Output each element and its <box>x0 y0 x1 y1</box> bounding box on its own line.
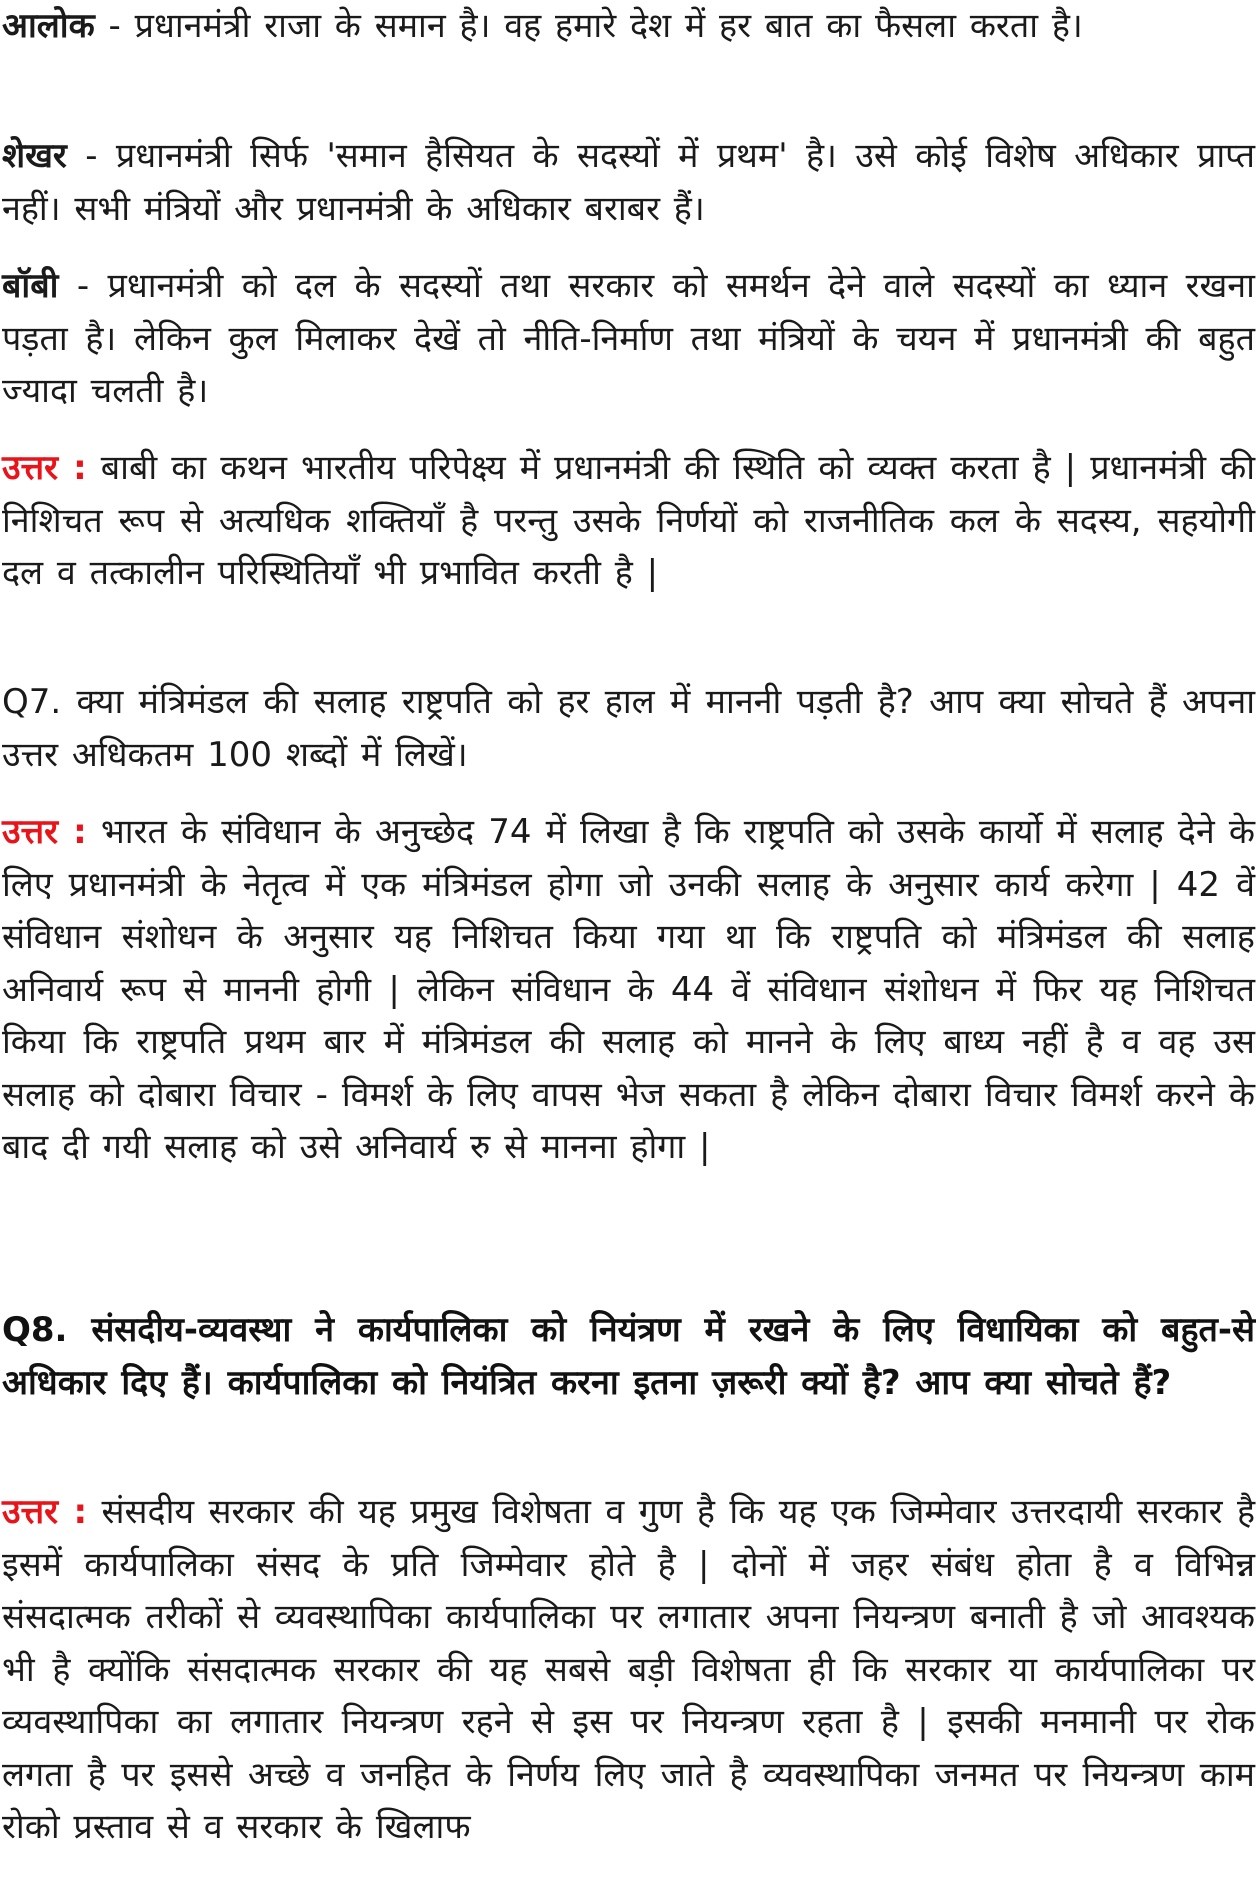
answer-label: उत्तर : <box>2 812 87 852</box>
statement-alok: - प्रधानमंत्री राजा के समान है। वह हमारे देश में हर बात का फैसला करता है। <box>94 6 1083 46</box>
answer-q8-text: संसदीय सरकार की यह प्रमुख विशेषता व गुण है कि यह एक जिम्मेवार उत्तरदायी सरकार है इसमें कार्यपालिका संसद के प्रति जिम्मेवार होते है | दोनों में जहर संबंध होता है व विभिन्न संसदात्मक तरीकों से व्यवस्थापिका कार्यपालिका पर लगातार अपना नियन्त्रण बनाती है जो आवश्यक भी है क्योंकि संसदात्मक सरकार की यह सबसे बड़ी विशेषता ही कि सरकार या कार्यपालिका पर व्यवस्थापिका का लगातार नियन्त्रण रहने से इस पर नियन्त्रण रहता है | इसकी मनमानी पर रोक लगता है पर इससे अच्छे व जनहित के निर्णय लिए जाते है व्यवस्थापिका जनमत पर नियन्त्रण काम रोको प्रस्ताव से व सरकार के खिलाफ <box>2 1492 1255 1847</box>
answer-q6-text: बाबी का कथन भारतीय परिपेक्ष्य में प्रधानमंत्री की स्थिति को व्यक्त करता है | प्रधानमंत्री की निशिचत रूप से अत्यधिक शक्तियाँ है परन्तु उसके निर्णयों को राजनीतिक कल के सदस्य, सहयोगी दल व तत्कालीन परिस्थितियाँ भी प्रभावित करती है | <box>2 448 1255 593</box>
answer-label: उत्तर : <box>2 448 87 488</box>
question-q8-text: Q8. संसदीय-व्यवस्था ने कार्यपालिका को नियंत्रण में रखने के लिए विधायिका को बहुत-से अधिकार दिए हैं। कार्यपालिका को नियंत्रित करना इतना ज़रूरी क्यों है? आप क्या सोचते हैं? <box>2 1310 1255 1403</box>
answer-q8-paragraph <box>2 1486 1255 1854</box>
speaker-name-alok: आलोक <box>2 6 95 46</box>
statement-shekhar: - प्रधानमंत्री सिर्फ 'समान हैसियत के सदस्यों में प्रथम' है। उसे कोई विशेष अधिकार प्राप्त नहीं। सभी मंत्रियों और प्रधानमंत्री के अधिकार बराबर हैं। <box>2 136 1255 229</box>
paragraph-alok <box>2 0 1255 53</box>
statement-bobby: - प्रधानमंत्री को दल के सदस्यों तथा सरकार को समर्थन देने वाले सदस्यों का ध्यान रखना पड़ता है। लेकिन कुल मिलाकर देखें तो नीति-निर्माण तथा मंत्रियों के चयन में प्रधानमंत्री की बहुत ज्यादा चलती है। <box>2 266 1255 411</box>
speaker-name-shekhar: शेखर <box>2 136 67 176</box>
paragraph-bobby <box>2 260 1255 418</box>
question-q8 <box>2 1304 1255 1409</box>
answer-q6-paragraph <box>2 442 1255 600</box>
paragraph-shekhar <box>2 130 1255 235</box>
question-q7-text: Q7. क्या मंत्रिमंडल की सलाह राष्ट्रपति को हर हाल में माननी पड़ती है? आप क्या सोचते हैं अपना उत्तर अधिकतम 100 शब्दों में लिखें। <box>2 682 1255 775</box>
answer-label: उत्तर : <box>2 1492 88 1532</box>
question-q7 <box>2 676 1255 781</box>
speaker-name-bobby: बॉबी <box>2 266 59 306</box>
answer-q7-paragraph <box>2 806 1255 1174</box>
answer-q7-text: भारत के संविधान के अनुच्छेद 74 में लिखा है कि राष्ट्रपति को उसके कार्यो में सलाह देने के लिए प्रधानमंत्री के नेतृत्व में एक मंत्रिमंडल होगा जो उनकी सलाह के अनुसार कार्य करेगा | 42 वें संविधान संशोधन के अनुसार यह निशिचत किया गया था कि राष्ट्रपति को मंत्रिमंडल की सलाह अनिवार्य रूप से माननी होगी | लेकिन संविधान के 44 वें संविधान संशोधन में फिर यह निशिचत किया कि राष्ट्रपति प्रथम बार में मंत्रिमंडल की सलाह को मानने के लिए बाध्य नहीं है व वह उस सलाह को दोबारा विचार - विमर्श के लिए वापस भेज सकता है लेकिन दोबारा विचार विमर्श करने के बाद दी गयी सलाह को उसे अनिवार्य रु से मानना होगा | <box>2 812 1256 1167</box>
